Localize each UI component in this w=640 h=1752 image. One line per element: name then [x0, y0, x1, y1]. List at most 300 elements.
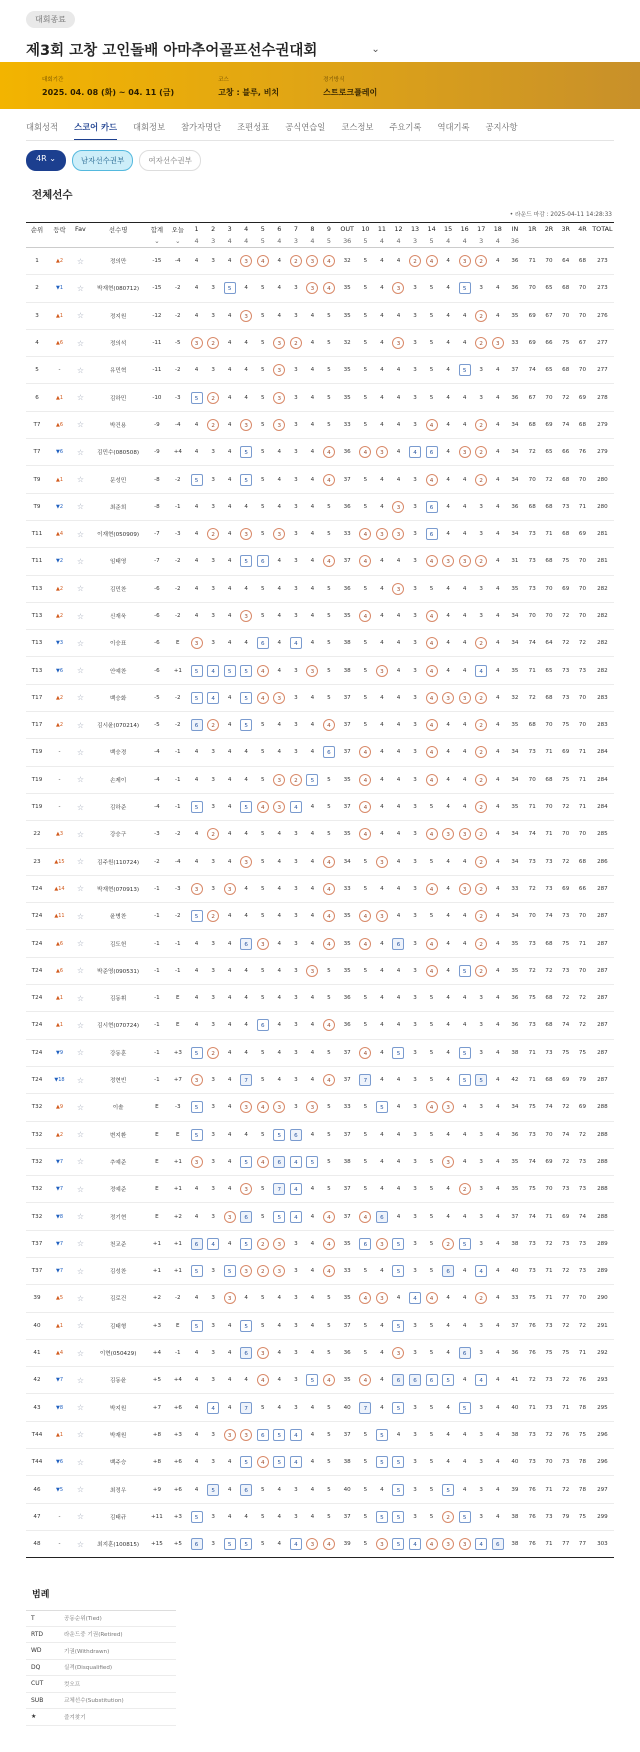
star-icon[interactable]: ☆ — [76, 393, 85, 403]
star-icon[interactable]: ☆ — [76, 556, 85, 566]
hole-score — [357, 357, 374, 384]
hole-score — [423, 684, 440, 711]
hole-score — [473, 1476, 490, 1503]
movement-value: ▲2 — [55, 1131, 64, 1138]
grand-total: 279 — [591, 411, 614, 438]
hole-score — [254, 1203, 271, 1230]
hole-score — [374, 575, 391, 602]
tab-7[interactable]: 주요기록 — [389, 122, 422, 132]
favorite-cell[interactable] — [71, 1530, 90, 1557]
star-icon[interactable]: ☆ — [76, 993, 85, 1003]
in-total: 35 — [506, 930, 524, 957]
hole-score-value: 4 — [323, 282, 335, 294]
hole-score — [456, 957, 473, 984]
star-icon[interactable]: ☆ — [76, 1457, 85, 1467]
hole-score — [271, 1312, 288, 1339]
round-score: 75 — [557, 329, 574, 356]
player-name[interactable]: 김민수(080508) — [90, 439, 147, 466]
chip-men-division[interactable]: 남자선수권부 — [72, 150, 133, 171]
hole-score-value: 4 — [426, 692, 438, 704]
hole-score — [238, 1421, 255, 1448]
player-name[interactable]: 백주승 — [90, 1449, 147, 1476]
favorite-cell[interactable] — [71, 548, 90, 575]
hole-score-value: 3 — [211, 749, 215, 756]
movement-value: ▲6 — [55, 940, 64, 947]
favorite-cell[interactable] — [71, 1476, 90, 1503]
hole-score-value: 5 — [363, 394, 368, 401]
favorite-cell[interactable] — [71, 1449, 90, 1476]
hole-score — [423, 466, 440, 493]
player-name[interactable]: 백승화 — [90, 684, 147, 711]
star-icon[interactable]: ☆ — [76, 1157, 85, 1167]
favorite-cell[interactable] — [71, 1503, 90, 1530]
favorite-cell[interactable] — [71, 957, 90, 984]
hole-score-value: 3 — [240, 856, 252, 868]
in-total: 34 — [506, 766, 524, 793]
hole-score-value: 4 — [380, 1158, 384, 1165]
in-total: 36 — [506, 1121, 524, 1148]
hole-score — [357, 1476, 374, 1503]
favorite-cell[interactable] — [71, 712, 90, 739]
rank-cell: T7 — [26, 411, 48, 438]
favorite-cell[interactable] — [71, 1039, 90, 1066]
player-name[interactable]: 김하준 — [90, 793, 147, 820]
tab-2[interactable]: 대회정보 — [133, 122, 166, 132]
player-name[interactable]: 윤병찬 — [90, 903, 147, 930]
favorite-cell[interactable] — [71, 384, 90, 411]
player-name[interactable]: 이승표 — [90, 630, 147, 657]
hole-score — [188, 1367, 205, 1394]
favorite-cell[interactable] — [71, 875, 90, 902]
player-name[interactable]: 김동윤 — [90, 1367, 147, 1394]
star-icon[interactable]: ☆ — [76, 529, 85, 539]
favorite-cell[interactable] — [71, 1230, 90, 1257]
star-icon[interactable]: ☆ — [76, 1403, 85, 1413]
favorite-cell[interactable] — [71, 1312, 90, 1339]
hole-score-value: 4 — [446, 449, 450, 456]
favorite-cell[interactable] — [71, 985, 90, 1012]
out-total: 36 — [337, 1339, 357, 1366]
favorite-cell[interactable] — [71, 329, 90, 356]
header-cell[interactable]: 오늘 — [167, 223, 188, 236]
par-cell — [48, 236, 71, 248]
hole-score — [423, 1203, 440, 1230]
hole-score-value: 4 — [495, 312, 500, 319]
player-name[interactable]: 정의석 — [90, 329, 147, 356]
hole-score — [407, 575, 424, 602]
hole-score — [407, 1421, 424, 1448]
favorite-cell[interactable] — [71, 903, 90, 930]
tab-1[interactable]: 스코어 카드 — [74, 121, 117, 141]
star-icon[interactable]: ☆ — [76, 911, 85, 921]
player-name[interactable]: 백승경 — [90, 739, 147, 766]
chip-women-division[interactable]: 여자선수권부 — [139, 150, 200, 171]
star-icon[interactable]: ☆ — [76, 1184, 85, 1194]
hole-score-value: 4 — [396, 913, 401, 920]
hole-score-value: 4 — [446, 722, 450, 729]
favorite-cell[interactable] — [71, 1148, 90, 1175]
player-name[interactable]: 김동휘 — [90, 985, 147, 1012]
hole-score-value: 3 — [191, 337, 203, 349]
star-icon[interactable]: ☆ — [76, 1512, 85, 1522]
favorite-cell[interactable] — [71, 848, 90, 875]
star-icon[interactable]: ☆ — [76, 666, 85, 676]
round-score: 70 — [574, 684, 591, 711]
player-name[interactable]: 이현(050429) — [90, 1339, 147, 1366]
favorite-cell[interactable] — [71, 411, 90, 438]
star-icon[interactable]: ☆ — [76, 611, 85, 621]
hole-score-value: 4 — [323, 856, 335, 868]
out-total: 37 — [337, 466, 357, 493]
favorite-cell[interactable] — [71, 1176, 90, 1203]
hole-score-value: 4 — [310, 831, 315, 838]
hole-score — [407, 548, 424, 575]
round-score: 76 — [524, 1530, 541, 1557]
total-to-par: -9 — [146, 439, 167, 466]
player-name[interactable]: 유민혁 — [90, 357, 147, 384]
hole-score-value: 5 — [224, 1265, 236, 1277]
player-name[interactable]: 정의만 — [90, 248, 147, 275]
star-icon[interactable]: ☆ — [76, 1266, 85, 1276]
hole-score-value: 3 — [191, 637, 203, 649]
star-icon[interactable]: ☆ — [76, 1293, 85, 1303]
favorite-cell[interactable] — [71, 821, 90, 848]
title-dropdown-icon[interactable]: ⌄ — [371, 43, 380, 55]
hole-score-value: 3 — [211, 285, 215, 292]
hole-score-value: 4 — [323, 938, 335, 950]
tab-8[interactable]: 역대기록 — [437, 122, 470, 132]
favorite-cell[interactable] — [71, 602, 90, 629]
star-icon[interactable]: ☆ — [76, 256, 85, 266]
hole-score-value: 4 — [396, 476, 401, 483]
favorite-cell[interactable] — [71, 1203, 90, 1230]
round-score: 70 — [524, 466, 541, 493]
hole-score-value: 4 — [446, 585, 450, 592]
favorite-cell[interactable] — [71, 1012, 90, 1039]
star-icon[interactable]: ☆ — [76, 502, 85, 512]
favorite-cell[interactable] — [71, 657, 90, 684]
player-name[interactable]: 최지훈(100815) — [90, 1530, 147, 1557]
player-name[interactable]: 박준영(090531) — [90, 957, 147, 984]
hole-score-value: 2 — [475, 746, 487, 758]
hole-score-value: 3 — [492, 337, 504, 349]
star-icon[interactable]: ☆ — [76, 420, 85, 430]
hole-score — [254, 493, 271, 520]
hole-score — [288, 903, 305, 930]
favorite-cell[interactable] — [71, 357, 90, 384]
player-name[interactable]: 김도헌 — [90, 930, 147, 957]
favorite-cell[interactable] — [71, 766, 90, 793]
star-icon[interactable]: ☆ — [76, 1020, 85, 1030]
player-name[interactable]: 추예준 — [90, 1148, 147, 1175]
hole-score-value: 4 — [475, 1374, 487, 1386]
movement-cell — [48, 466, 71, 493]
player-name[interactable]: 강승구 — [90, 821, 147, 848]
star-icon[interactable]: ☆ — [76, 1348, 85, 1358]
hole-score-value: 4 — [495, 367, 500, 374]
player-name[interactable]: 정현빈 — [90, 1066, 147, 1093]
star-icon[interactable]: ☆ — [76, 1539, 85, 1549]
hole-score-value: 5 — [327, 1322, 331, 1329]
star-icon[interactable]: ☆ — [76, 1102, 85, 1112]
hole-score-value: 4 — [227, 449, 232, 456]
star-icon[interactable]: ☆ — [76, 966, 85, 976]
hole-score-value: 4 — [359, 746, 371, 758]
hole-score — [238, 329, 255, 356]
tab-4[interactable]: 조편성표 — [237, 122, 270, 132]
favorite-cell[interactable] — [71, 1421, 90, 1448]
round-score: 66 — [574, 875, 591, 902]
hole-score — [188, 1066, 205, 1093]
favorite-cell[interactable] — [71, 630, 90, 657]
hole-score — [407, 1476, 424, 1503]
hole-score — [440, 712, 457, 739]
hole-score — [440, 1039, 457, 1066]
grand-total: 287 — [591, 957, 614, 984]
hole-score-value: 4 — [257, 255, 269, 267]
hole-score-value: 5 — [260, 613, 265, 619]
hole-score-value: 4 — [194, 967, 199, 974]
hole-score-value: 5 — [363, 285, 368, 292]
in-total: 31 — [506, 548, 524, 575]
star-icon[interactable]: ☆ — [76, 1430, 85, 1440]
today-to-par: -2 — [167, 903, 188, 930]
hole-score-value: 3 — [413, 1049, 417, 1056]
star-icon[interactable]: ☆ — [76, 338, 85, 348]
player-name[interactable]: 신재욱 — [90, 602, 147, 629]
favorite-cell[interactable] — [71, 684, 90, 711]
hole-score-value: 7 — [240, 1074, 252, 1086]
player-name[interactable]: 김시윤(070214) — [90, 712, 147, 739]
hole-score-value: 4 — [396, 1431, 401, 1438]
in-total: 32 — [506, 684, 524, 711]
player-name[interactable]: 문성민 — [90, 466, 147, 493]
hole-score-value: 2 — [475, 310, 487, 322]
tab-0[interactable]: 대회성적 — [26, 122, 59, 132]
hole-score — [238, 275, 255, 302]
hole-score-value: 5 — [392, 1402, 404, 1414]
hole-score — [321, 1476, 338, 1503]
hole-score-value: 3 — [479, 1186, 483, 1193]
favorite-cell[interactable] — [71, 275, 90, 302]
star-icon[interactable]: ☆ — [76, 802, 85, 812]
star-icon[interactable]: ☆ — [76, 447, 85, 457]
hole-score — [423, 766, 440, 793]
hole-score-value: 3 — [413, 531, 417, 538]
hole-score — [440, 548, 457, 575]
rank-cell: T13 — [26, 630, 48, 657]
hole-score-value: 4 — [310, 885, 315, 892]
hole-score — [374, 1121, 391, 1148]
star-icon[interactable]: ☆ — [76, 939, 85, 949]
player-name[interactable]: 박재현(080712) — [90, 275, 147, 302]
hole-score — [357, 493, 374, 520]
tab-5[interactable]: 공식연습일 — [285, 122, 326, 132]
star-icon[interactable]: ☆ — [76, 1212, 85, 1222]
favorite-cell[interactable] — [71, 1394, 90, 1421]
hole-score-value: 4 — [426, 965, 438, 977]
favorite-cell[interactable] — [71, 930, 90, 957]
player-name[interactable]: 박건용 — [90, 411, 147, 438]
star-icon[interactable]: ☆ — [76, 1048, 85, 1058]
star-icon[interactable]: ☆ — [76, 747, 85, 757]
grand-total: 286 — [591, 848, 614, 875]
hole-score-value: 5 — [459, 1047, 471, 1059]
favorite-cell[interactable] — [71, 302, 90, 329]
player-name[interactable]: 김로건 — [90, 1285, 147, 1312]
rank-cell: T11 — [26, 548, 48, 575]
hole-score — [205, 1476, 222, 1503]
star-icon[interactable]: ☆ — [76, 475, 85, 485]
player-name[interactable]: 박재현(070913) — [90, 875, 147, 902]
today-to-par: +1 — [167, 1176, 188, 1203]
star-icon[interactable]: ☆ — [76, 829, 85, 839]
hole-score-value: 4 — [380, 940, 384, 947]
tab-3[interactable]: 참가자명단 — [181, 122, 222, 132]
hole-score-value: 3 — [294, 367, 298, 374]
star-icon[interactable]: ☆ — [76, 283, 85, 293]
hole-score-value: 4 — [323, 1374, 335, 1386]
player-name[interactable]: 박지원 — [90, 1394, 147, 1421]
star-icon[interactable]: ☆ — [76, 1321, 85, 1331]
header-cell[interactable]: 합계 — [146, 223, 167, 236]
favorite-cell[interactable] — [71, 1257, 90, 1284]
par-cell: 5 — [423, 236, 440, 248]
star-icon[interactable]: ☆ — [76, 311, 85, 321]
player-name[interactable]: 최정우 — [90, 1476, 147, 1503]
hole-score — [271, 930, 288, 957]
today-to-par: -1 — [167, 493, 188, 520]
star-icon[interactable]: ☆ — [76, 365, 85, 375]
favorite-cell[interactable] — [71, 739, 90, 766]
hole-score — [321, 875, 338, 902]
player-name[interactable]: 김하민 — [90, 384, 147, 411]
hole-score — [254, 1476, 271, 1503]
star-icon[interactable]: ☆ — [76, 1485, 85, 1494]
player-name[interactable]: 박재원 — [90, 1421, 147, 1448]
star-icon[interactable]: ☆ — [76, 693, 85, 703]
favorite-cell[interactable] — [71, 248, 90, 275]
player-name[interactable]: 김시현(070724) — [90, 1012, 147, 1039]
out-total: 35 — [337, 602, 357, 629]
hole-score — [407, 1312, 424, 1339]
hole-score — [254, 1066, 271, 1093]
hole-score-value: 4 — [277, 1513, 282, 1520]
player-name[interactable]: 이재현(050909) — [90, 520, 147, 547]
player-name[interactable]: 김성찬 — [90, 1257, 147, 1284]
hole-score-value: 4 — [323, 1538, 335, 1550]
hole-score — [489, 1449, 506, 1476]
round-score: 70 — [574, 548, 591, 575]
favorite-cell[interactable] — [71, 1285, 90, 1312]
player-name[interactable]: 임태영 — [90, 548, 147, 575]
star-icon[interactable]: ☆ — [76, 857, 85, 867]
player-name[interactable]: 변지환 — [90, 1121, 147, 1148]
favorite-cell[interactable] — [71, 575, 90, 602]
round-score: 73 — [524, 739, 541, 766]
player-name[interactable]: 김태규 — [90, 1503, 147, 1530]
favorite-cell[interactable] — [71, 1121, 90, 1148]
grand-total: 288 — [591, 1094, 614, 1121]
player-name[interactable]: 정지원 — [90, 302, 147, 329]
player-name[interactable]: 정예준 — [90, 1176, 147, 1203]
hole-score-value: 3 — [211, 967, 215, 974]
round-score: 72 — [557, 384, 574, 411]
hole-score-value: 4 — [462, 476, 467, 483]
star-icon[interactable]: ☆ — [76, 638, 85, 648]
hole-score — [288, 985, 305, 1012]
hole-score-value: 4 — [359, 1211, 371, 1223]
round-select[interactable]: 4R ⌄ — [26, 150, 66, 171]
hole-score — [407, 712, 424, 739]
player-name[interactable]: 손제이 — [90, 766, 147, 793]
hole-score-value: 5 — [240, 692, 252, 704]
player-name[interactable]: 안예찬 — [90, 657, 147, 684]
star-icon[interactable]: ☆ — [76, 1239, 85, 1249]
round-score: 70 — [574, 903, 591, 930]
hole-score-value: 4 — [194, 1350, 199, 1357]
star-icon[interactable]: ☆ — [76, 1075, 85, 1085]
star-icon[interactable]: ☆ — [76, 1130, 85, 1140]
favorite-cell[interactable] — [71, 793, 90, 820]
player-name[interactable]: 김주원(110724) — [90, 848, 147, 875]
favorite-cell[interactable] — [71, 1066, 90, 1093]
favorite-cell[interactable] — [71, 1094, 90, 1121]
hole-score-value: 3 — [479, 585, 483, 592]
hole-score — [188, 1285, 205, 1312]
out-total: 32 — [337, 329, 357, 356]
hole-score-value: 3 — [459, 883, 471, 895]
header-cell: 15 — [440, 223, 457, 236]
favorite-cell[interactable] — [71, 466, 90, 493]
star-icon[interactable]: ☆ — [76, 884, 85, 894]
favorite-cell[interactable] — [71, 1367, 90, 1394]
star-icon[interactable]: ☆ — [76, 720, 85, 730]
hole-score-value: 5 — [260, 913, 265, 920]
hole-score — [205, 357, 222, 384]
player-name[interactable]: 천교준 — [90, 1230, 147, 1257]
hole-score — [188, 1230, 205, 1257]
player-name[interactable]: 김태형 — [90, 1312, 147, 1339]
star-icon[interactable]: ☆ — [76, 584, 85, 594]
favorite-cell[interactable] — [71, 493, 90, 520]
favorite-cell[interactable] — [71, 439, 90, 466]
grand-total: 273 — [591, 275, 614, 302]
favorite-cell[interactable] — [71, 520, 90, 547]
tab-9[interactable]: 공지사항 — [485, 122, 518, 132]
player-name[interactable]: 최준희 — [90, 493, 147, 520]
player-name[interactable]: 정기현 — [90, 1203, 147, 1230]
tab-6[interactable]: 코스정보 — [341, 122, 374, 132]
hole-score-value: 4 — [462, 1486, 467, 1493]
hole-score-value: 5 — [191, 910, 203, 922]
star-icon[interactable]: ☆ — [76, 775, 85, 785]
hole-score — [254, 1285, 271, 1312]
in-total: 36 — [506, 384, 524, 411]
hole-score-value: 4 — [426, 610, 438, 622]
player-name[interactable]: 이솔 — [90, 1094, 147, 1121]
player-name[interactable]: 강동훈 — [90, 1039, 147, 1066]
hole-score-value: 4 — [323, 1265, 335, 1277]
hole-score-value: 3 — [459, 692, 471, 704]
star-icon[interactable]: ☆ — [76, 1375, 85, 1385]
hole-score — [357, 657, 374, 684]
favorite-cell[interactable] — [71, 1339, 90, 1366]
in-total: 35 — [506, 712, 524, 739]
hole-score — [188, 957, 205, 984]
hole-score-value: 4 — [277, 613, 282, 619]
player-name[interactable]: 김민찬 — [90, 575, 147, 602]
